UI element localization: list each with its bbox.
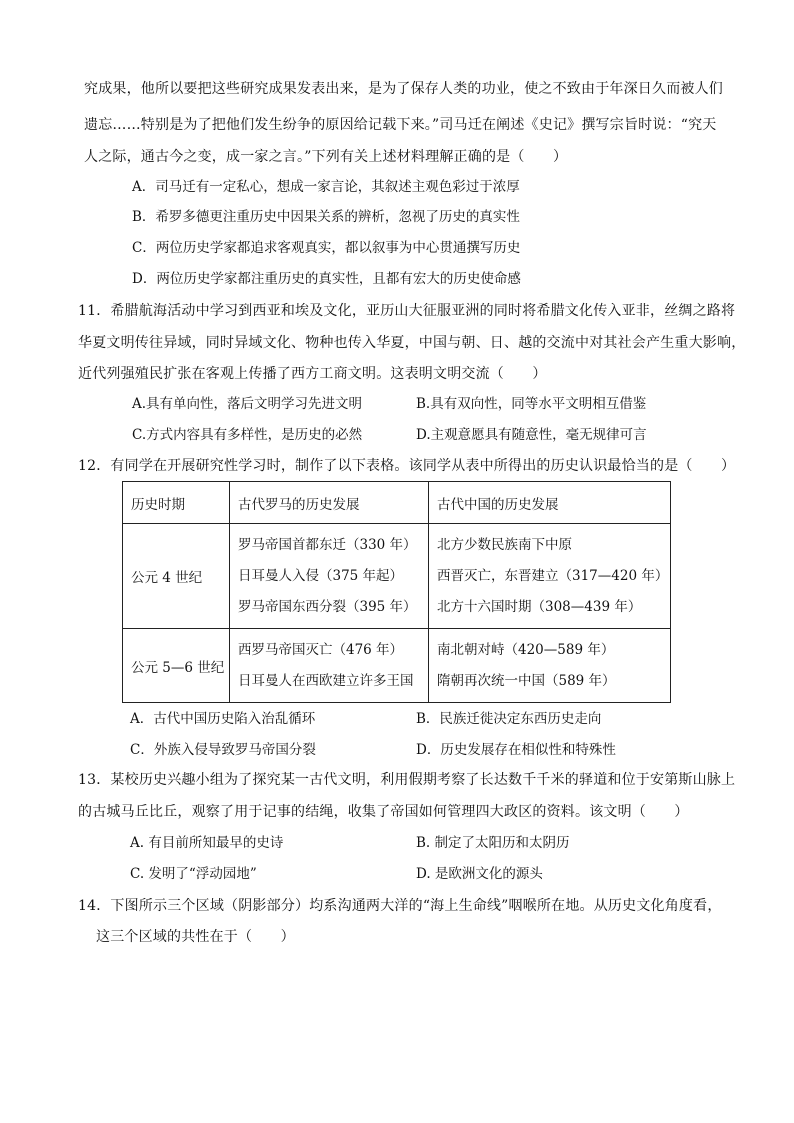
- q12-option-d: D．历史发展存在相似性和特殊性: [416, 742, 616, 758]
- china-event: 隋朝再次统一中国（589 年）: [437, 672, 616, 689]
- q13-option-d: D. 是欧洲文化的源头: [416, 866, 543, 882]
- passage-line-2: 遗忘……特别是为了把他们发生纷争的原因给记载下来。”司马迁在阐述《史记》撰写宗旨时说：“究天: [84, 117, 717, 133]
- q13-option-a: A. 有目前所知最早的史诗: [130, 835, 284, 851]
- q11-option-c: C.方式内容具有多样性，是历史的必然: [132, 427, 363, 443]
- q10-option-b: B．希罗多德更注重历史中因果关系的辨析，忽视了历史的真实性: [132, 209, 520, 225]
- q12-stem: 12．有同学在开展研究性学习时，制作了以下表格。该同学从表中所得出的历史认识最恰当的是（ ）: [78, 458, 736, 474]
- q11-option-b: B.具有双向性，同等水平文明相互借鉴: [416, 396, 647, 412]
- china-event: 北方少数民族南下中原: [437, 536, 572, 553]
- rome-event: 西罗马帝国灭亡（476 年）: [238, 641, 404, 658]
- q12-option-c: C．外族入侵导致罗马帝国分裂: [130, 742, 316, 758]
- q13-option-c: C. 发明了“浮动园地”: [130, 866, 257, 882]
- row-rome-cell: [230, 524, 429, 629]
- q10-option-a: A．司马迁有一定私心，想成一家言论，其叙述主观色彩过于浓厚: [132, 179, 520, 195]
- row-china-cell: [429, 629, 671, 703]
- row-rome-cell: [230, 629, 429, 703]
- row-china-cell: [429, 524, 671, 629]
- q12-option-a: A．古代中国历史陷入治乱循环: [130, 711, 316, 727]
- q11-stem-line-3: 近代列强殖民扩张在客观上传播了西方工商文明。这表明文明交流（ ）: [78, 366, 547, 382]
- table-header-row: [123, 482, 671, 524]
- china-event: 西晋灭亡，东晋建立（317—420 年）: [437, 567, 669, 584]
- china-event: 南北朝对峙（420—589 年）: [437, 641, 615, 658]
- q11-option-d: D.主观意愿具有随意性，毫无规律可言: [416, 427, 647, 443]
- q12-option-b: B．民族迁徙决定东西历史走向: [416, 711, 602, 727]
- table-row: [123, 629, 671, 703]
- rome-event: 日耳曼人在西欧建立许多王国: [238, 672, 414, 689]
- q14-stem-line-1: 14．下图所示三个区域（阴影部分）均系沟通两大洋的“海上生命线”咽喉所在地。从历史文化角度看，: [78, 898, 722, 914]
- header-rome: 古代罗马的历史发展: [230, 482, 429, 524]
- header-china: 古代中国的历史发展: [429, 482, 671, 524]
- row-period: 公元 4 世纪: [123, 524, 230, 629]
- q10-option-c: C．两位历史学家都追求客观真实，都以叙事为中心贯通撰写历史: [132, 240, 521, 256]
- rome-event: 罗马帝国首都东迁（330 年）: [238, 536, 417, 553]
- passage-line-3: 人之际，通古今之变，成一家之言。”下列有关上述材料理解正确的是（ ）: [84, 149, 568, 165]
- q11-option-a: A.具有单向性，落后文明学习先进文明: [132, 396, 363, 412]
- q14-stem-line-2: 这三个区域的共性在于（ ）: [96, 929, 295, 945]
- table-row: [123, 524, 671, 629]
- q10-option-d: D．两位历史学家都注重历史的真实性，且都有宏大的历史使命感: [132, 271, 521, 287]
- rome-event: 日耳曼人入侵（375 年起）: [238, 567, 404, 584]
- history-comparison-table: [122, 481, 671, 703]
- passage-line-1: 究成果，他所以要把这些研究成果发表出来，是为了保存人类的功业，使之不致由于年深日久而被人们: [84, 81, 723, 97]
- q13-stem-line-2: 的古城马丘比丘，观察了用于记事的结绳，收集了帝国如何管理四大政区的资料。该文明（ ）: [78, 804, 689, 820]
- rome-event: 罗马帝国东西分裂（395 年）: [238, 598, 417, 615]
- q11-stem-line-1: 11．希腊航海活动中学习到西亚和埃及文化，亚历山大征服亚洲的同时将希腊文化传入亚非，丝绸之路将: [78, 303, 736, 319]
- q11-stem-line-2: 华夏文明传往异域，同时异域文化、物种也传入华夏，中国与朝、日、越的交流中对其社会产生重大影响，: [78, 335, 746, 351]
- china-event: 北方十六国时期（308—439 年）: [437, 598, 642, 615]
- q13-option-b: B. 制定了太阳历和太阴历: [416, 835, 570, 851]
- header-period: 历史时期: [123, 482, 230, 524]
- row-period: 公元 5—6 世纪: [123, 629, 230, 703]
- q13-stem-line-1: 13．某校历史兴趣小组为了探究某一古代文明，利用假期考察了长达数千千米的驿道和位于安第斯山脉上: [78, 772, 736, 788]
